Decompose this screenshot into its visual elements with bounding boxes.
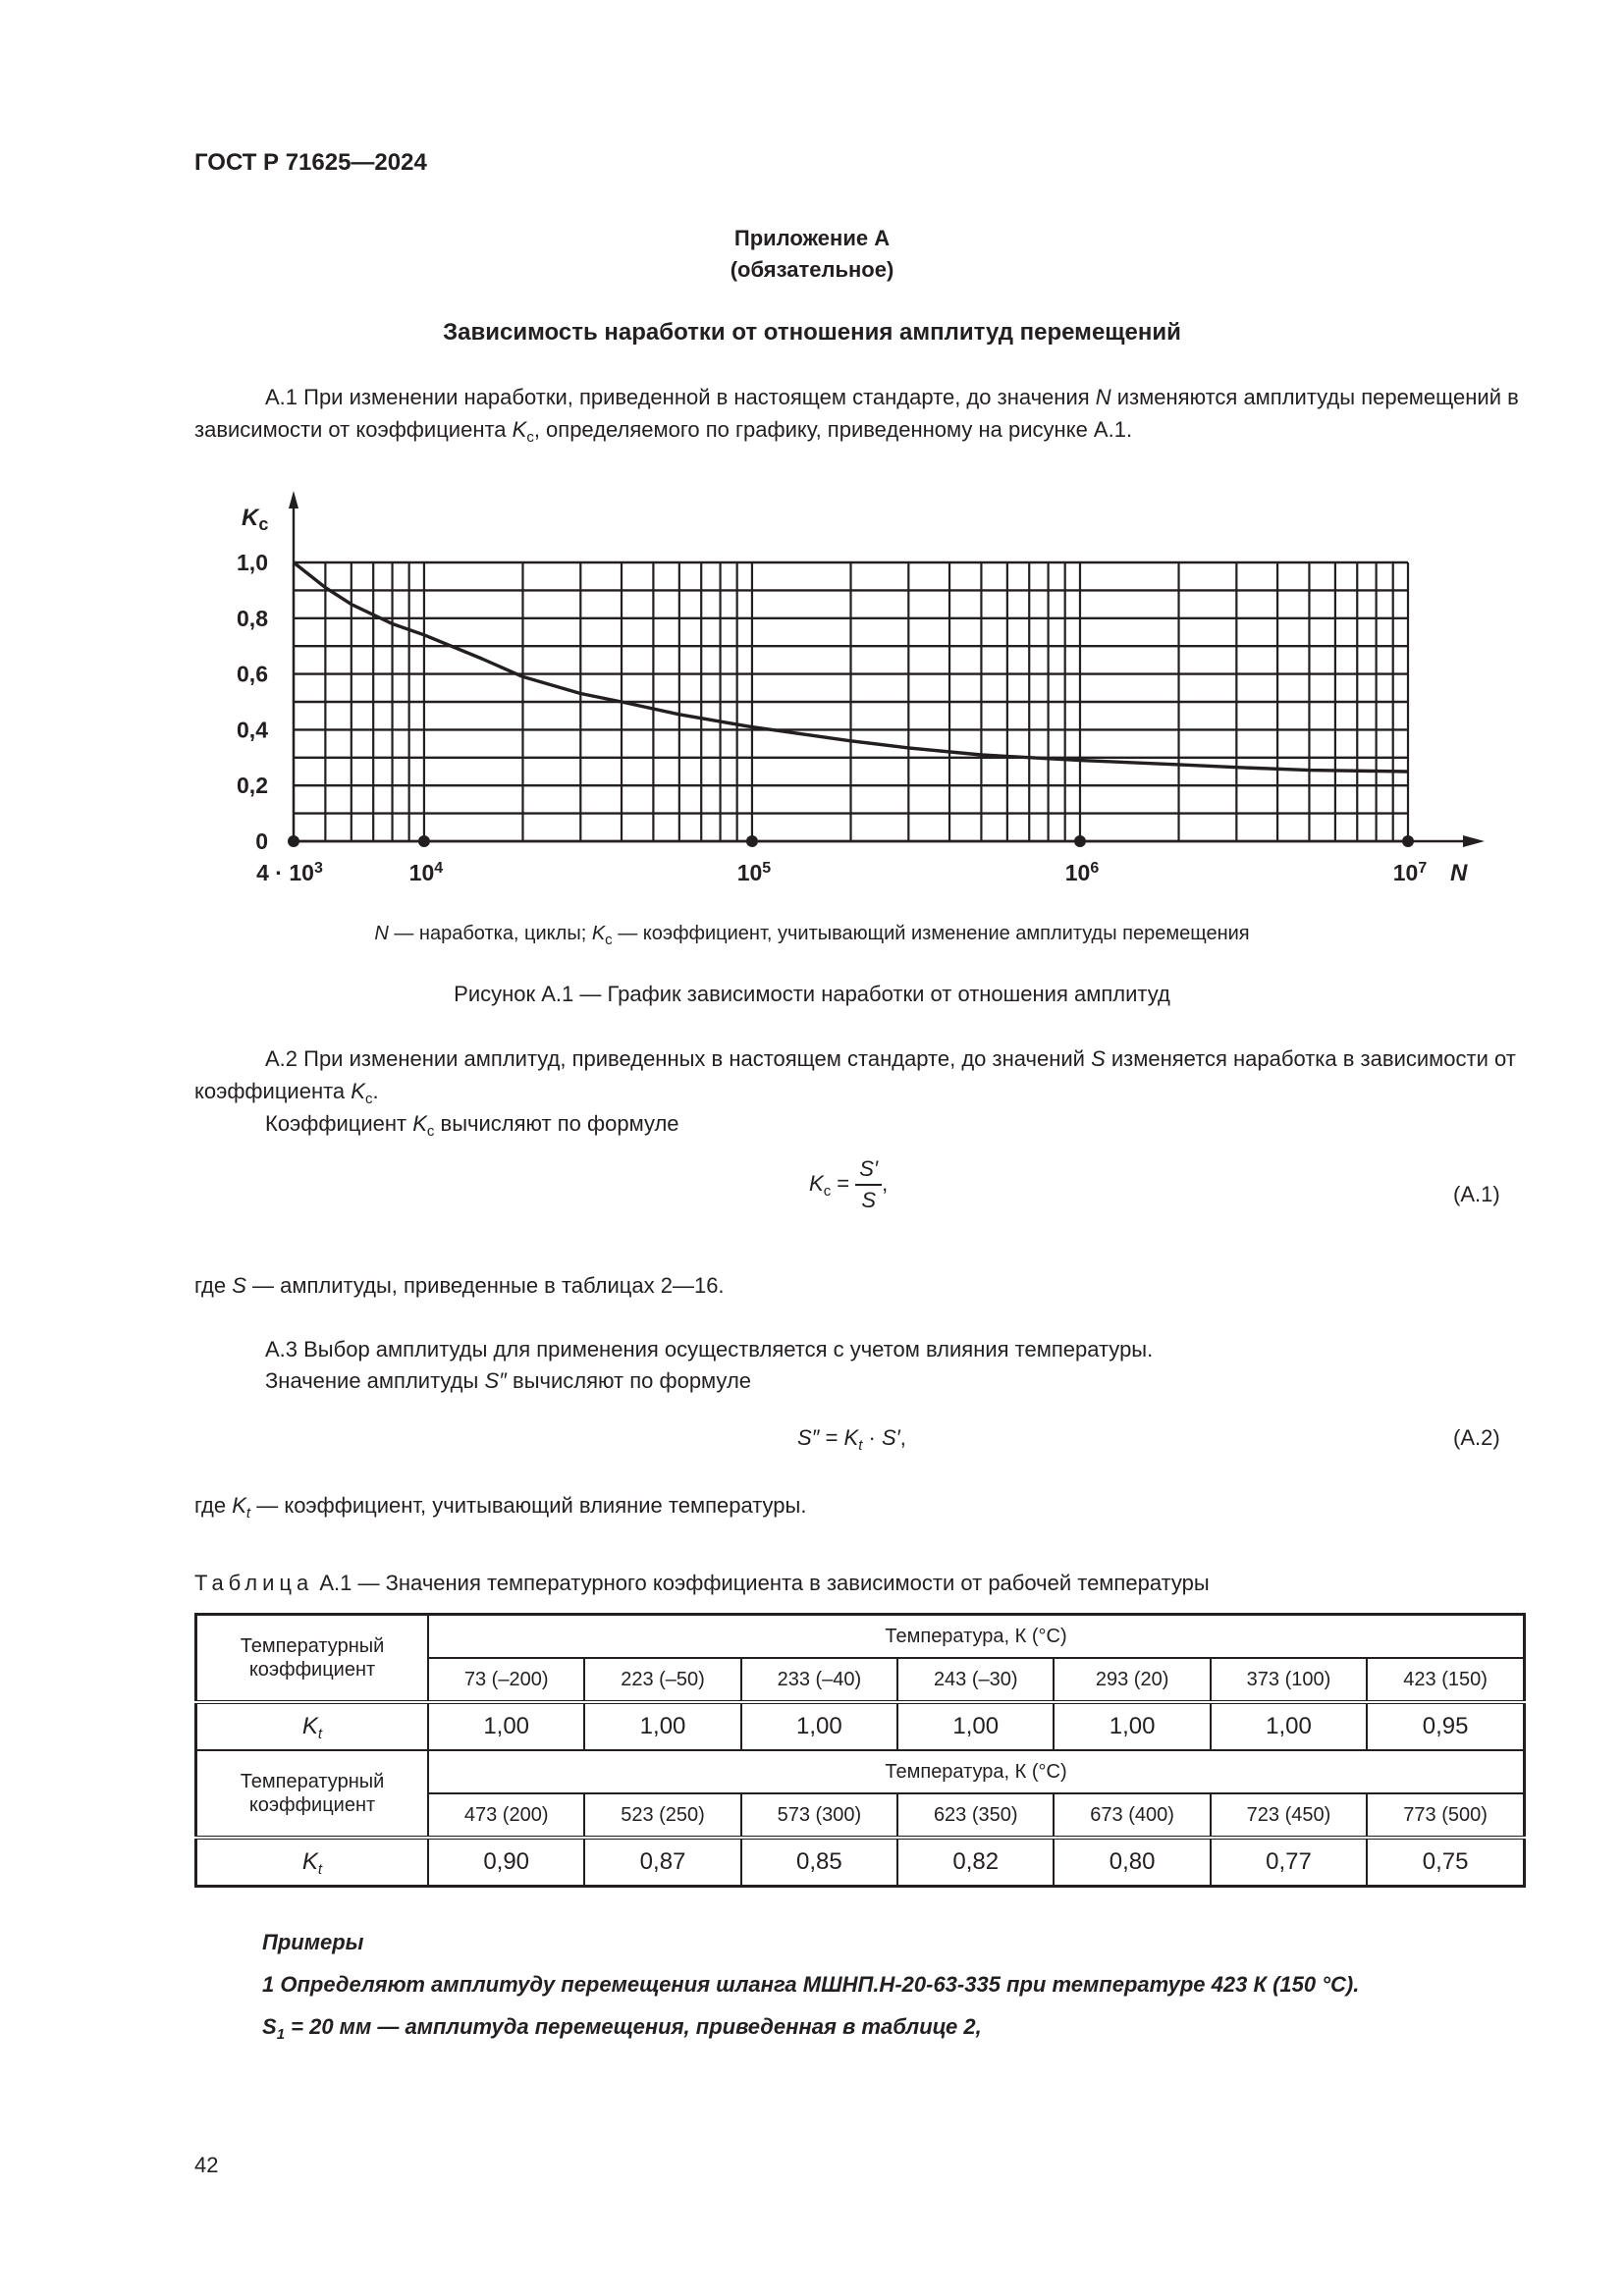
var-k: K [591,923,606,944]
kt-value-cell: 0,77 [1211,1838,1367,1887]
example-1: 1 Определяют амплитуду перемещения шланга МШНП.Н-20-63-335 при температуре 423 К (150 °С). [262,1972,1360,1997]
paragraph-a2-line2 [194,1107,1526,1140]
temperature-cell: 523 (250) [584,1793,740,1838]
text: где [194,1493,233,1518]
kt-value-cell: 0,95 [1367,1702,1524,1750]
kt-value-cell: 1,00 [584,1702,740,1750]
text: А.2 При изменении амплитуд, приведенных в настоящем стандарте, до значений [265,1046,1092,1071]
table-row [196,1615,1525,1659]
equation-number-a2: (А.2) [1453,1425,1500,1450]
paragraph-a1 [194,381,1526,446]
paragraph-a3-line2 [194,1364,1526,1397]
temperature-cell: 673 (400) [1054,1793,1210,1838]
y-tick-label: 0,8 [237,605,268,631]
document-id: ГОСТ Р 71625—2024 [194,149,427,176]
equals: = [819,1425,844,1450]
subscript: t [317,1726,323,1742]
temperature-coefficient-table [194,1613,1526,1888]
text: вычисляют по формуле [434,1111,679,1136]
kt-value-cell: 1,00 [1211,1702,1367,1750]
kt-value-cell: 0,80 [1054,1838,1210,1887]
var-k: K [301,1713,318,1739]
kt-value-cell: 0,85 [741,1838,897,1887]
section-title: Зависимость наработки от отношения амплитуд перемещений [443,319,1181,346]
text: Значение амплитуды [265,1368,485,1393]
text: Коэффициент [265,1111,413,1136]
subscript: t [245,1505,251,1522]
annex-status: (обязательное) [730,257,894,282]
denominator: S [861,1188,877,1212]
var-k: K [843,1425,859,1450]
var-s2: S″ [484,1368,507,1393]
x-tick-label: $10^5$ [736,860,772,885]
table-caption: А.1 — Значения температурного коэффициента в зависимости от рабочей температуры [313,1571,1210,1595]
subscript: c [605,932,613,948]
y-tick-label: 0,6 [237,661,268,687]
subscript: c [364,1091,373,1107]
chart-svg [0,481,1624,913]
equation-number-a1: (А.1) [1453,1182,1500,1206]
y-axis-arrow-icon [289,491,298,508]
table-row [196,1702,1525,1750]
row-label: Температурный коэффициент [196,1750,429,1838]
var-s: S [232,1273,246,1298]
x-tick-dot [288,835,299,847]
x-tick-dot [1402,835,1414,847]
var-s1: S′ [881,1425,900,1450]
x-tick-label: $4 \cdot 10^3$ [256,860,323,885]
y-tick-label: 1,0 [237,550,268,575]
text: А.1 При изменении наработки, приведенной в настоящем стандарте, до значения [265,385,1096,409]
table-row [196,1750,1525,1793]
var-k: K [301,1848,318,1875]
kt-label [196,1838,429,1887]
kt-label [196,1702,429,1750]
temperature-cell: 373 (100) [1211,1658,1367,1702]
y-tick-label: 0,4 [237,717,268,743]
paragraph-a3: А.3 Выбор амплитуды для применения осуществляется с учетом влияния температуры. [265,1337,1154,1362]
var-s: S [262,2014,277,2039]
temperature-cell: 473 (200) [428,1793,584,1838]
var-k: K [412,1111,427,1136]
temperature-cell: 573 (300) [741,1793,897,1838]
var-n: N [1095,385,1111,409]
text: — амплитуды, приведенные в таблицах 2—16. [245,1273,725,1298]
x-tick-label: $10^4$ [408,860,444,885]
x-axis-label: N [1450,860,1468,886]
temperature-cell: 243 (–30) [897,1658,1054,1702]
temperature-cell: 223 (–50) [584,1658,740,1702]
var-s: S [1091,1046,1106,1071]
text: где [194,1273,233,1298]
temperature-cell: 773 (500) [1367,1793,1524,1838]
annex-title: Приложение А [733,226,891,250]
text: — коэффициент, учитывающий влияние температуры. [250,1493,807,1518]
y-tick-label: 0,2 [237,773,268,799]
group-header: Температура, К (°С) [428,1615,1525,1659]
equals: = [831,1170,856,1196]
x-tick-label: $10^7$ [1392,860,1428,885]
group-header: Температура, К (°С) [428,1750,1525,1793]
text: — коэффициент, учитывающий изменение амплитуды перемещения [612,923,1250,944]
text: = 20 мм — амплитуда перемещения, приведенная в таблице 2, [285,2014,982,2039]
x-tick-label: $10^6$ [1064,860,1100,885]
dot: · [862,1425,882,1450]
x-tick-dot [1074,835,1086,847]
temperature-cell: 423 (150) [1367,1658,1524,1702]
temperature-cell: 73 (–200) [428,1658,584,1702]
text: , определяемого по графику, приведенному на рисунке А.1. [533,417,1133,442]
y-axis-label: $K_c$ [242,505,269,534]
fraction [855,1156,882,1213]
x-axis-arrow-icon [1463,835,1485,847]
figure-a1-chart [0,481,1624,913]
x-tick-dot [746,835,758,847]
example-1-s1 [262,2014,982,2043]
kt-value-cell: 0,75 [1367,1838,1524,1887]
numerator: S′ [855,1156,882,1186]
text: изменяется наработка в зависимости от коэффициента [194,1046,1516,1103]
examples-heading: Примеры [262,1930,364,1954]
kt-value-cell: 1,00 [741,1702,897,1750]
kt-value-cell: 1,00 [1054,1702,1210,1750]
page-number: 42 [194,2153,219,2177]
formula-a1 [809,1156,888,1213]
kt-value-cell: 0,82 [897,1838,1054,1887]
axes [288,491,1485,847]
var-k: K [351,1079,365,1103]
var-k: K [232,1493,246,1518]
table-row [196,1838,1525,1887]
var-n: N [374,923,389,944]
temperature-cell: 723 (450) [1211,1793,1367,1838]
kt-value-cell: 0,87 [584,1838,740,1887]
temperature-cell: 233 (–40) [741,1658,897,1702]
x-tick-dot [418,835,430,847]
formula-lhs: S″ [797,1425,820,1450]
kt-value-cell: 1,00 [897,1702,1054,1750]
text: изменяются амплитуды перемещений в зависимости от коэффициента [194,385,1519,442]
where-kt [194,1489,1526,1522]
subscript: c [823,1182,832,1200]
where-s [194,1269,1526,1302]
subscript: 1 [276,2026,286,2043]
figure-legend [0,923,1624,948]
subscript: c [426,1123,435,1140]
figure-caption: Рисунок А.1 — График зависимости наработки от отношения амплитуд [454,982,1170,1006]
paragraph-a2 [194,1042,1526,1107]
formula-lhs: K [809,1170,824,1196]
table-label: Таблица [194,1571,314,1595]
text: . [372,1079,379,1103]
text: — наработка, циклы; [388,923,592,944]
temperature-cell: 293 (20) [1054,1658,1210,1702]
comma: , [899,1425,906,1450]
subscript: t [858,1437,863,1454]
subscript: t [317,1861,323,1878]
formula-a2 [797,1425,906,1454]
row-label: Температурный коэффициент [196,1615,429,1703]
subscript: c [526,429,534,446]
text: вычисляют по формуле [506,1368,752,1393]
y-tick-label: 0 [255,828,268,854]
var-k: K [512,417,527,442]
temperature-cell: 623 (350) [897,1793,1054,1838]
comma: , [882,1170,889,1196]
table-title [194,1571,1210,1596]
kt-value-cell: 0,90 [428,1838,584,1887]
kt-value-cell: 1,00 [428,1702,584,1750]
